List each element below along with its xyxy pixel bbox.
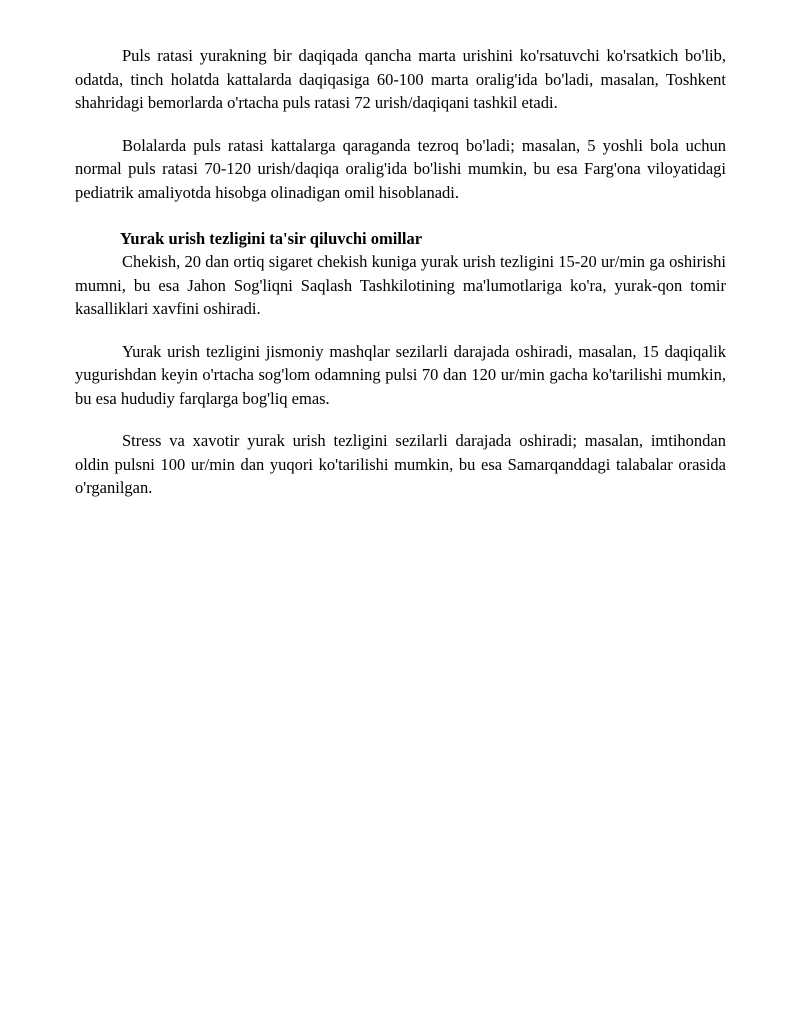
paragraph-exercise: Yurak urish tezligini jismoniy mashqlar sezilarli darajada oshiradi, masalan, 15 daqiqalik yugurishdan keyin o'rtacha sog'lom odamning pulsi 70 dan 120 ur/min gacha ko'tarilishi mumkin, bu esa hududiy farqlarga bog'liq emas. (75, 341, 726, 408)
paragraph-pulse-rate: Puls ratasi yurakning bir daqiqada qancha marta urishini ko'rsatuvchi ko'rsatkich bo'lib, odatda, tinch holatda kattalarda daqiqasiga 60-100 marta oralig'ida bo'ladi, masalan, Toshkent shahridagi bemorlarda o'rtacha puls ratasi 72 urish/daqiqani tashkil etadi. (75, 46, 726, 112)
paragraph-children-pulse: Bolalarda puls ratasi kattalarga qaraganda tezroq bo'ladi; masalan, 5 yoshli bola uchun normal puls ratasi 70-120 urish/daqiqa oralig'ida bo'lishi mumkin, bu esa Farg'ona viloyatidagi pediatrik amaliyotda hisobga olinadigan omil hisoblanadi. (75, 135, 726, 202)
section-heading: Yurak urish tezligini ta'sir qiluvchi omillar (120, 229, 423, 248)
document-page (75, 44, 726, 500)
paragraph-stress: Stress va xavotir yurak urish tezligini sezilarli darajada oshiradi; masalan, imtihondan oldin pulsni 100 ur/min dan yuqori ko'tarilishi mumkin, bu esa Samarqanddagi talabalar orasida o'rganilgan. (75, 431, 726, 497)
paragraph-smoking: Chekish, 20 dan ortiq sigaret chekish kuniga yurak urish tezligini 15-20 ur/min ga oshirishi mumni, bu esa Jahon Sog'liqni Saqlash Tashkilotining ma'lumotlariga ko'ra, yurak-qon tomir kasalliklari xavfini oshiradi. (75, 252, 726, 318)
